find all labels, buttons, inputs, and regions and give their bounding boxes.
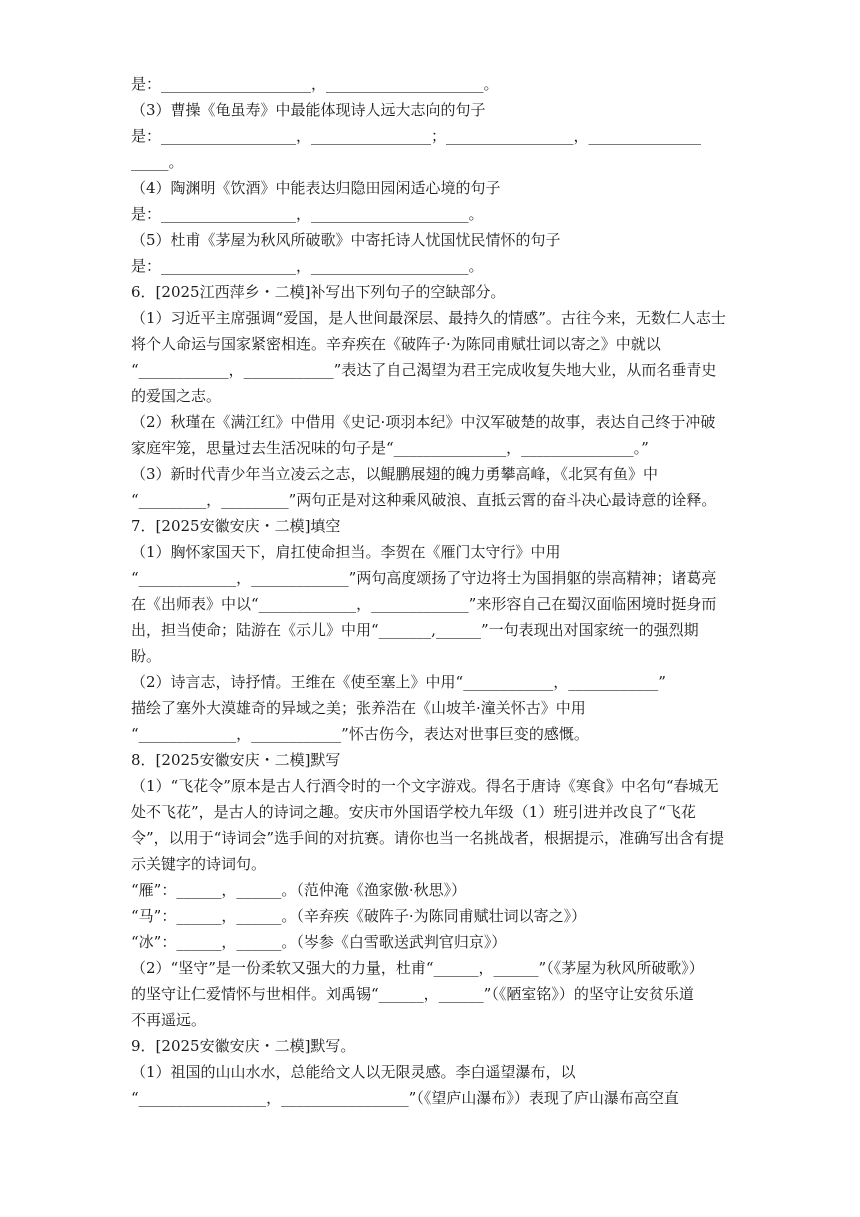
text-line: “_________，_________”两句正是对这种乘风破浪、直抵云霄的奋斗决心最诗意的诠释。 [131,491,717,509]
text-line: 的坚守让仁爱情怀与世相伴。刘禹锡“______，______”（《陋室铭》）的坚守让安贫乐道 [131,985,694,1003]
text-line: （5）杜甫《茅屋为秋风所破歌》中寄托诗人忧国忧民情怀的句子 [131,231,561,249]
text-line: （3）新时代青少年当立凌云之志，以鲲鹏展翅的魄力勇攀高峰，《北冥有鱼》中 [131,465,659,483]
text-line: 不再遥远。 [131,1011,207,1029]
text-line: （2）“坚守”是一份柔软又强大的力量，杜甫“______，______”（《茅屋为秋风所破歌》） [131,959,704,977]
question-heading: 7．[2025安徽安庆・二模]填空 [131,517,341,535]
text-line: （1）胸怀家国天下，肩扛使命担当。李贺在《雁门太守行》中用 [131,543,561,561]
text-line: （1）“飞花令”原本是古人行酒令时的一个文字游戏。得名于唐诗《寒食》中名句“春城无 [131,777,719,795]
question-heading: 9．[2025安徽安庆・二模]默写。 [131,1037,356,1055]
text-line: 将个人命运与国家紧密相连。辛弃疾在《破阵子·为陈同甫赋壮词以寄之》中就以 [131,335,661,353]
text-line: 处不飞花”，是古人的诗词之趣。安庆市外国语学校九年级（1）班引进并改良了“飞花 [131,803,696,821]
text-line: 令”，以用于“诗词会”选手间的对抗赛。请你也当一名挑战者，根据提示，准确写出含有提 [131,829,725,847]
text-line: 在《出师表》中以“_____________，_____________”来形容自己在蜀汉面临困境时挺身而 [131,595,717,613]
text-line: 描绘了塞外大漠雄奇的异域之美；张养浩在《山坡羊·潼关怀古》中用 [131,699,586,717]
text-line: “_________________，_________________”（《望庐山瀑布》）表现了庐山瀑布高空直 [131,1089,679,1107]
text-line: （1）习近平主席强调“爱国，是人世间最深层、最持久的情感”。古往今来，无数仁人志士 [131,309,726,327]
text-line: （4）陶渊明《饮酒》中能表达归隐田园闲适心境的句子 [131,179,501,197]
text-line: （1）祖国的山山水水，总能给文人以无限灵感。李白遥望瀑布，以 [131,1063,576,1081]
text-line: “____________，____________”表达了自己渴望为君王完成收复失地大业，从而名垂青史 [131,361,717,379]
text-line: “马”：______，______。（辛弃疾《破阵子·为陈同甫赋壮词以寄之》） [131,907,587,925]
text-line: 的爱国之志。 [131,387,222,405]
text-line: （3）曹操《龟虽寿》中最能体现诗人远大志向的句子 [131,101,486,119]
text-line: 盼。 [131,647,162,665]
text-line: 出，担当使命；陆游在《示儿》中用“_______,______”一句表现出对国家统一的强烈期 [131,621,699,639]
text-line: 是：____________________，_____________________。 [131,75,499,93]
text-line: （2）诗言志，诗抒情。王维在《使至塞上》中用“____________，____________” [131,673,666,691]
text-line: 是：__________________，_____________________。 [131,257,484,275]
text-line: “_____________，____________”怀古伤今，表达对世事巨变的感慨。 [131,725,589,743]
text-line: _____。 [131,153,184,171]
text-line: “冰”：______，______。（岑参《白雪歌送武判官归京》） [131,933,507,951]
question-heading: 8．[2025安徽安庆・二模]默写 [131,751,341,769]
text-line: “雁”：______，______。（范仲淹《渔家傲·秋思》） [131,881,467,899]
text-line: （2）秋瑾在《满江红》中借用《史记·项羽本纪》中汉军破楚的故事，表达自己终于冲破 [131,413,716,431]
text-line: 示关键字的诗词句。 [131,855,267,873]
text-line: 是：__________________，_____________________。 [131,205,484,223]
text-line: “_____________，_____________”两句高度颂扬了守边将士为国捐躯的崇高精神；诸葛亮 [131,569,717,587]
text-line: 是：__________________，________________；_________________，_______________ [131,127,702,145]
text-line: 家庭牢笼，思量过去生活况味的句子是“_______________，_______________。” [131,439,649,457]
question-heading: 6．[2025江西萍乡・二模]补写出下列句子的空缺部分。 [131,283,506,301]
